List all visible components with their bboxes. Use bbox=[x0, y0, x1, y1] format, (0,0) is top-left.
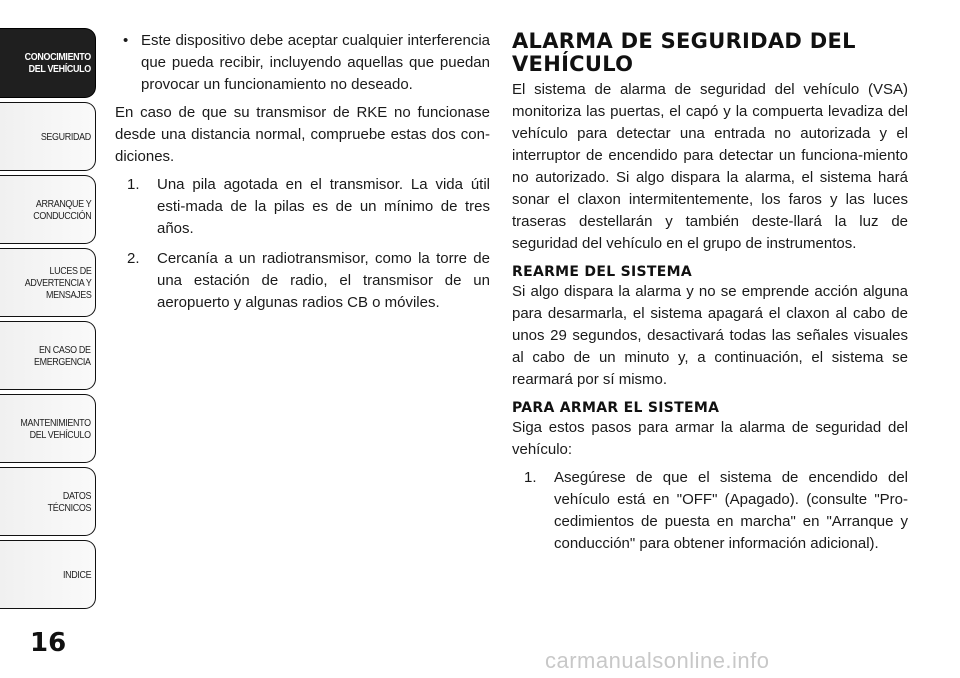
paragraph: En caso de que su transmisor de RKE no funcionase desde una distancia normal, compruebe estas dos con-diciones. bbox=[115, 104, 490, 165]
tab-label: CONOCIMIENTO DEL VEHÍCULO bbox=[24, 51, 91, 75]
numbered-item bbox=[127, 248, 490, 314]
section-title: ALARMA DE SEGURIDAD DEL VEHÍCULO bbox=[512, 29, 856, 76]
tab-label: DATOS TÉCNICOS bbox=[47, 489, 91, 514]
tab-luces-de-advertencia[interactable] bbox=[0, 248, 96, 317]
item-number: 1. bbox=[127, 176, 140, 193]
tab-conocimiento-del-vehiculo[interactable] bbox=[0, 28, 96, 98]
tab-datos-tecnicos[interactable] bbox=[0, 467, 96, 536]
tab-label: INDICE bbox=[62, 568, 91, 581]
subheading-arm: PARA ARMAR EL SISTEMA bbox=[512, 400, 720, 416]
intro-paragraph: El sistema de alarma de seguridad del vehículo (VSA) monitoriza las puertas, el capó y la compuerta levadiza del vehículo para detectar una entrada no autorizada y el interruptor de encendido para detectar un funciona-miento no autorizado. Si algo dispara la alarma, el sistema hará sonar el claxon intermitentemente, los faros y las luces traseras destellarán y también deste-llará la luz de seguridad del vehículo en el grupo de instrumentos. bbox=[512, 81, 908, 252]
item-text: Asegúrese de que el sistema de encendido del vehículo está en "OFF" (Apagado). (consulte "Pro-cedimientos de puesta en marcha" en "Arranque y conducción" para obtener información adicional). bbox=[554, 469, 908, 552]
bullet-item bbox=[115, 30, 490, 96]
item-text: Cercanía a un radiotransmisor, como la torre de una estación de radio, el transmisor de un aeropuerto y algunas radios CB o móviles. bbox=[157, 250, 490, 311]
right-column bbox=[512, 30, 908, 563]
rearm-paragraph: Si algo dispara la alarma y no se emprende acción alguna para desarmarla, el sistema apagará el claxon al cabo de unos 29 segundos, desactivará todas las señales visuales al cabo de un minuto y, a continuación, el sistema se rearmará por sí mismo. bbox=[512, 283, 908, 388]
item-number: 1. bbox=[524, 469, 537, 486]
tab-mantenimiento[interactable] bbox=[0, 394, 96, 463]
bullet-mark: • bbox=[123, 32, 129, 49]
subheading-rearm: REARME DEL SISTEMA bbox=[512, 264, 692, 280]
tab-label: EN CASO DE EMERGENCIA bbox=[34, 343, 91, 368]
tab-arranque-y-conduccion[interactable] bbox=[0, 175, 96, 244]
tab-en-caso-de-emergencia[interactable] bbox=[0, 321, 96, 390]
numbered-item bbox=[524, 467, 908, 555]
bullet-text: Este dispositivo debe aceptar cualquier interferencia que pueda recibir, incluyendo aquellas que puedan provocar un funcionamiento no deseado. bbox=[141, 32, 490, 93]
watermark: carmanualsonline.info bbox=[545, 648, 770, 673]
tab-seguridad[interactable] bbox=[0, 102, 96, 171]
tab-label: ARRANQUE Y CONDUCCIÓN bbox=[32, 197, 91, 222]
page-number: 16 bbox=[30, 628, 67, 658]
tab-label: MANTENIMIENTO DEL VEHÍCULO bbox=[20, 416, 91, 441]
arm-paragraph: Siga estos pasos para armar la alarma de seguridad del vehículo: bbox=[512, 419, 908, 458]
tab-indice[interactable] bbox=[0, 540, 96, 609]
tab-label: SEGURIDAD bbox=[40, 130, 91, 143]
section-tabs bbox=[0, 28, 98, 613]
tab-label: LUCES DE ADVERTENCIA Y MENSAJES bbox=[24, 264, 91, 301]
item-text: Una pila agotada en el transmisor. La vida útil esti-mada de la pilas es de un mínimo de tres años. bbox=[157, 176, 490, 237]
item-number: 2. bbox=[127, 250, 140, 267]
left-column bbox=[115, 30, 490, 322]
numbered-item bbox=[127, 174, 490, 240]
